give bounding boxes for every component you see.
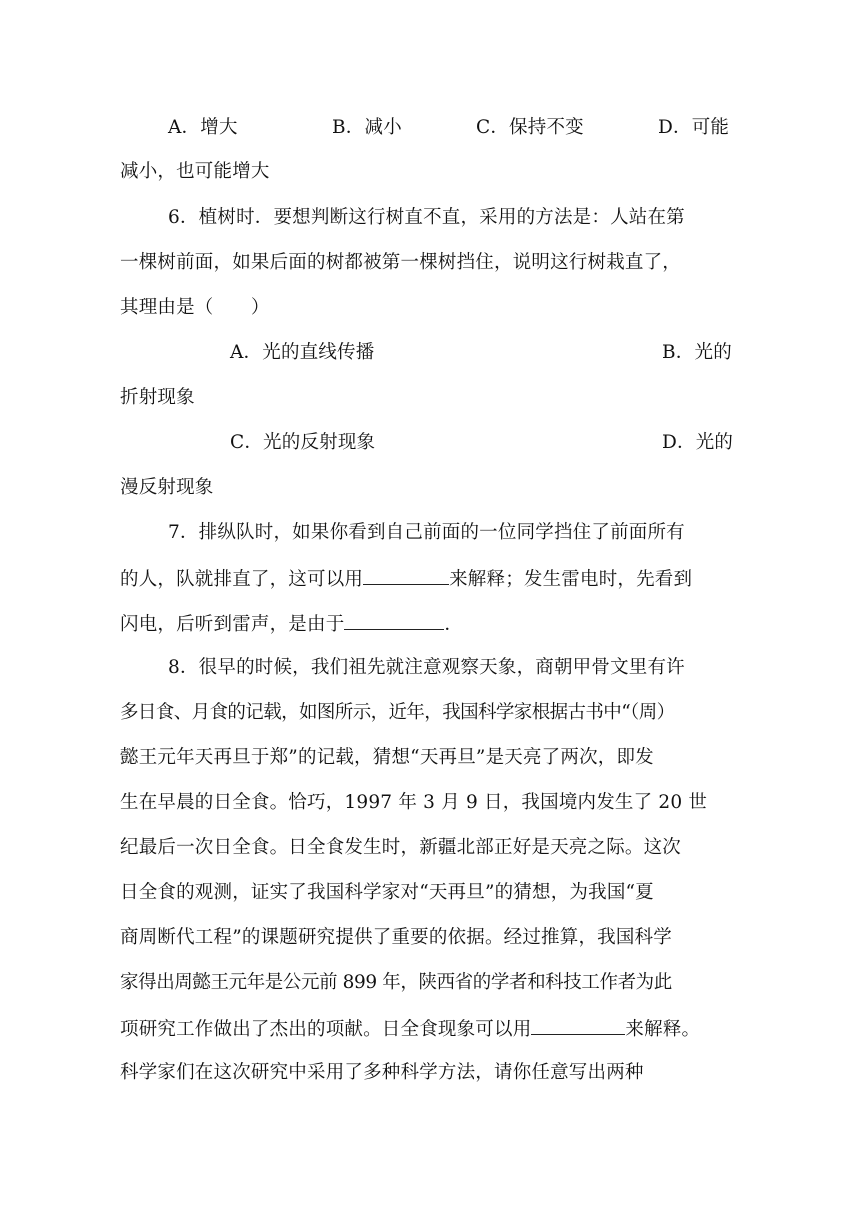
- q7-line-3-text-b: ．: [444, 614, 464, 635]
- q5-option-a: A．增大: [168, 117, 238, 138]
- q6-option-b-continued: 折射现象: [120, 387, 195, 408]
- q8-line-5: 纪最后一次日全食。日全食发生时，新疆北部正好是天亮之际。这次: [120, 837, 682, 858]
- q6-line-2: 一棵树前面，如果后面的树都被第一棵树挡住，说明这行树栽直了，: [120, 252, 682, 273]
- q8-answer-blank[interactable]: [531, 1016, 625, 1035]
- q7-line-3: [120, 611, 740, 637]
- q8-line-2: 多日食、月食的记载，如图所示，近年，我国科学家根据古书中“（周）: [120, 702, 675, 723]
- q8-line-1: 8．很早的时候，我们祖先就注意观察天象，商朝甲骨文里有许: [168, 657, 685, 678]
- q7-line-2-text-b: 来解释；发生雷电时，先看到: [449, 569, 693, 590]
- q7-line-1: 7．排纵队时，如果你看到自己前面的一位同学挡住了前面所有: [168, 522, 685, 543]
- q7-line-2-text-a: 的人，队就排直了，这可以用: [120, 569, 364, 590]
- q7-answer-blank-1[interactable]: [363, 566, 449, 585]
- q8-line-9-text-a: 项研究工作做出了杰出的项献。日全食现象可以用: [120, 1019, 532, 1040]
- q6-option-a: A．光的直线传播: [230, 342, 375, 363]
- q5-option-d: D．可能: [658, 117, 730, 138]
- q6-options-ab-row: [230, 341, 730, 365]
- q6-line-3: 其理由是（ ）: [120, 297, 270, 318]
- q6-line-1: 6．植树时．要想判断这行树直不直，采用的方法是：人站在第: [168, 207, 685, 228]
- q6-option-b: B．光的: [662, 342, 732, 363]
- q7-line-2: [120, 566, 740, 592]
- q5-options-row: [168, 116, 740, 140]
- q8-line-3: 懿王元年天再旦于郑”的记载，猜想“天再旦”是天亮了两次，即发: [120, 747, 654, 768]
- q6-option-d-continued: 漫反射现象: [120, 477, 214, 498]
- q6-option-d: D．光的: [662, 432, 734, 453]
- q8-line-4: 生在早晨的日全食。恰巧，1997 年 3 月 9 日，我国境内发生了 20 世: [120, 792, 708, 813]
- q5-option-c: C．保持不变: [476, 117, 584, 138]
- q6-options-cd-row: [230, 431, 734, 455]
- q8-line-10: 科学家们在这次研究中采用了多种科学方法，请你任意写出两种: [120, 1062, 644, 1083]
- q8-line-8: 家得出周懿王元年是公元前 899 年，陕西省的学者和科技工作者为此: [120, 972, 672, 993]
- q7-line-3-text-a: 闪电，后听到雷声，是由于: [120, 614, 345, 635]
- q5-option-b: B．减小: [332, 117, 402, 138]
- q8-line-7: 商周断代工程”的课题研究提供了重要的依据。经过推算，我国科学: [120, 927, 672, 948]
- q8-line-9-text-b: 来解释。: [625, 1019, 701, 1040]
- q6-option-c: C．光的反射现象: [230, 432, 376, 453]
- q8-line-9: [120, 1016, 740, 1042]
- q7-answer-blank-2[interactable]: [344, 611, 444, 630]
- q8-line-6: 日全食的观测，证实了我国科学家对“天再旦”的猜想，为我国“夏: [120, 882, 654, 903]
- q5-option-d-continued: 减小，也可能增大: [120, 161, 270, 182]
